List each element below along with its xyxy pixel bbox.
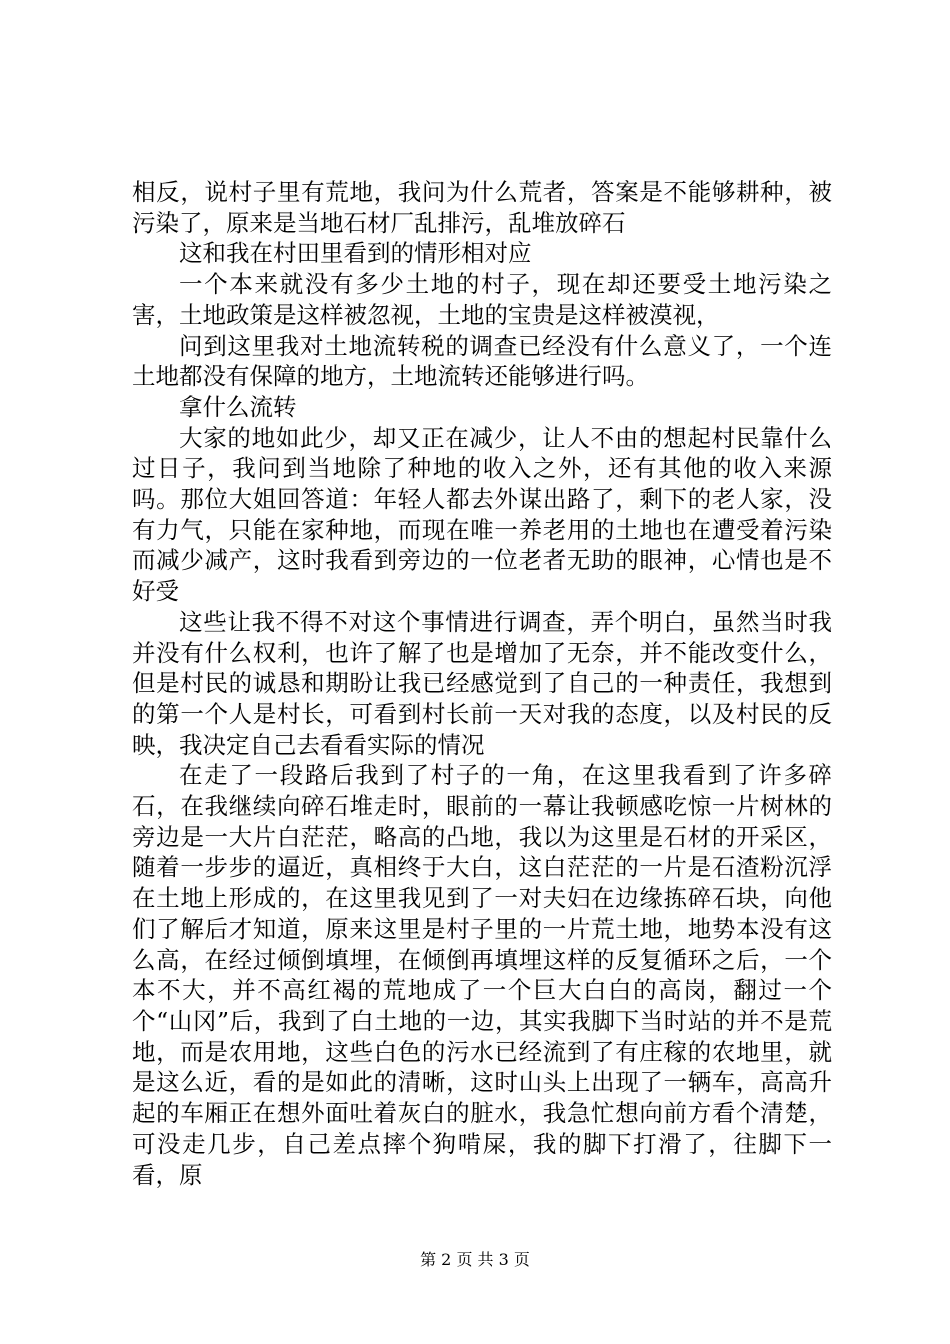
paragraph: 一个本来就没有多少土地的村子，现在却还要受土地污染之害，土地政策是这样被忽视，土地的宝贵是这样被漠视， <box>132 270 832 329</box>
document-body <box>132 177 832 1190</box>
paragraph: 问到这里我对土地流转税的调查已经没有什么意义了，一个连土地都没有保障的地方，土地流转还能够进行吗。 <box>132 331 832 391</box>
paragraph: 在走了一段路后我到了村子的一角，在这里我看到了许多碎石，在我继续向碎石堆走时，眼前的一幕让我顿感吃惊一片树林的旁边是一大片白茫茫，略高的凸地，我以为这里是石材的开采区，随着一步步的逼近，真相终于大白，这白茫茫的一片是石渣粉沉浮在土地上形成的，在这里我见到了一对夫妇在边缘拣碎石块，向他们了解后才知道，原来这里是村子里的一片荒土地，地势本没有这么高，在经过倾倒填埋，在倾倒再填埋这样的反复循环之后，一个本不大，并不高红褐的荒地成了一个巨大白白的高岗，翻过一个个“山冈”后，我到了白土地的一边，其实我脚下当时站的并不是荒地，而是农用地，这些白色的污水已经流到了有庄稼的农地里，就是这么近，看的是如此的清晰，这时山头上出现了一辆车，高高升起的车厢正在想外面吐着灰白的脏水，我急忙想向前方看个清楚，可没走几步，自己差点摔个狗啃屎，我的脚下打滑了，往脚下一看，原 <box>132 761 832 1189</box>
paragraph: 大家的地如此少，却又正在减少，让人不由的想起村民靠什么过日子，我问到当地除了种地的收入之外，还有其他的收入来源吗。那位大姐回答道：年轻人都去外谋出路了，剩下的老人家，没有力气，只能在家种地，而现在唯一养老用的土地也在遭受着污染而减少减产，这时我看到旁边的一位老者无助的眼神，心情也是不好受 <box>132 423 832 606</box>
page-number-footer: 第 2 页 共 3 页 <box>420 1250 530 1269</box>
paragraph-continuation: 相反，说村子里有荒地，我问为什么荒者，答案是不能够耕种，被污染了，原来是当地石材厂乱排污，乱堆放碎石 <box>132 178 832 237</box>
paragraph: 这些让我不得不对这个事情进行调查，弄个明白，虽然当时我并没有什么权利，也许了解了也是增加了无奈，并不能改变什么，但是村民的诚恳和期盼让我已经感觉到了自己的一种责任，我想到的第一个人是村长，可看到村长前一天对我的态度，以及村民的反映，我决定自己去看看实际的情况 <box>132 607 832 759</box>
paragraph: 这和我在村田里看到的情形相对应 <box>179 239 532 268</box>
section-heading: 拿什么流转 <box>179 392 297 421</box>
